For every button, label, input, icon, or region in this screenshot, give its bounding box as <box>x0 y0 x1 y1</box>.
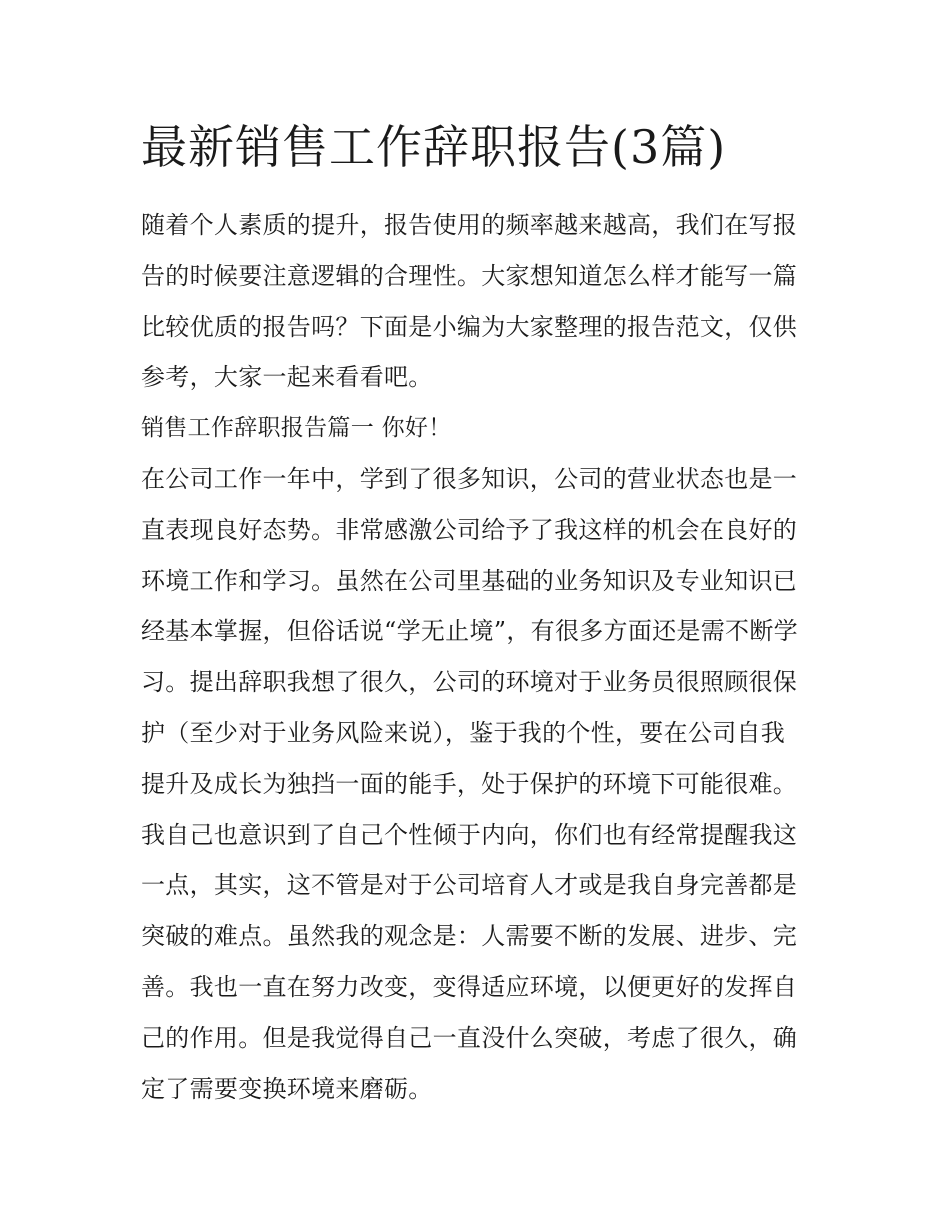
document-body <box>141 200 813 1114</box>
body-line: 突破的难点。虽然我的观念是：人需要不断的发展、进步、完 <box>141 922 798 951</box>
body-line: 环境工作和学习。虽然在公司里基础的业务知识及专业知识已 <box>141 566 798 595</box>
body-line: 提升及成长为独挡一面的能手，处于保护的环境下可能很难。 <box>141 769 798 798</box>
body-line: 我自己也意识到了自己个性倾于内向，你们也有经常提醒我这 <box>141 820 798 849</box>
body-line: 随着个人素质的提升，报告使用的频率越来越高，我们在写报 <box>141 211 798 239</box>
body-line: 定了需要变换环境来磨砺。 <box>141 1074 433 1103</box>
body-line: 参考，大家一起来看看吧。 <box>141 363 433 392</box>
section-heading: 销售工作辞职报告篇一 你好！ <box>141 415 452 442</box>
body-line: 护（至少对于业务风险来说），鉴于我的个性，要在公司自我 <box>141 718 786 747</box>
body-line: 一点，其实，这不管是对于公司培育人才或是我自身完善都是 <box>141 871 798 900</box>
body-line: 习。提出辞职我想了很久，公司的环境对于业务员很照顾很保 <box>141 668 798 697</box>
body-line: 善。我也一直在努力改变，变得适应环境，以便更好的发挥自 <box>141 972 798 1001</box>
body-line: 告的时候要注意逻辑的合理性。大家想知道怎么样才能写一篇 <box>141 261 798 290</box>
document-title: 最新销售工作辞职报告(3篇) <box>141 120 727 174</box>
body-line: 比较优质的报告吗？下面是小编为大家整理的报告范文，仅供 <box>141 312 798 341</box>
body-line: 直表现良好态势。非常感激公司给予了我这样的机会在良好的 <box>141 515 798 544</box>
body-line: 在公司工作一年中，学到了很多知识，公司的营业状态也是一 <box>141 464 798 493</box>
body-line: 经基本掌握，但俗话说“学无止境”，有很多方面还是需不断学 <box>141 617 798 646</box>
body-line: 己的作用。但是我觉得自己一直没什么突破，考虑了很久，确 <box>141 1023 798 1052</box>
